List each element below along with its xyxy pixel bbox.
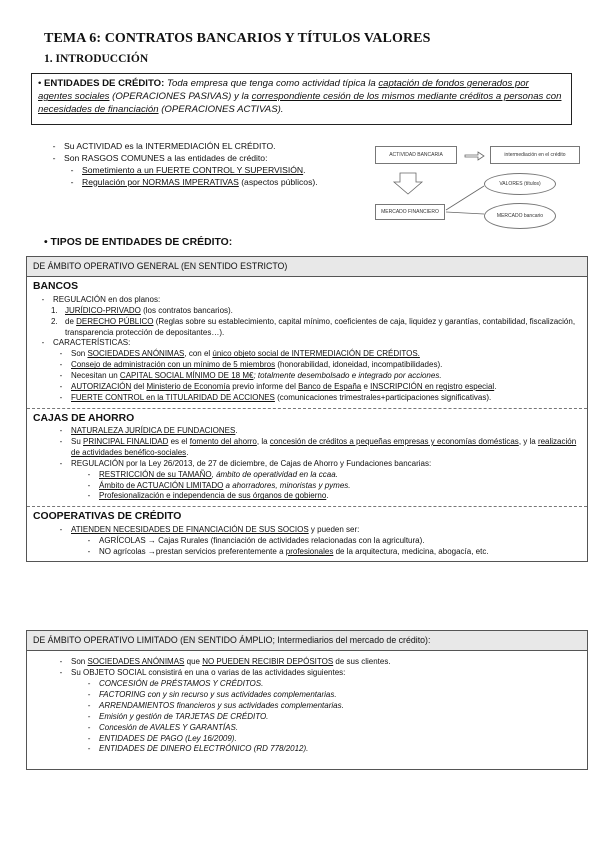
list-item: 1. JURÍDICO-PRIVADO (los contratos bancarios). <box>51 305 233 315</box>
list-item: - Consejo de administración con un mínimo de 5 miembros (honorabilidad, idoneidad, incompatibilidades). <box>59 360 443 370</box>
intro-list <box>44 141 374 188</box>
list-item: - Emisión y gestión de TARJETAS DE CRÉDITO. <box>87 711 269 721</box>
section-title: CAJAS DE AHORRO <box>33 412 135 424</box>
section-cajas <box>27 408 587 507</box>
list-item: - Son SOCIEDADES ANÓNIMAS que NO PUEDEN RECIBIR DEPÓSITOS de sus clientes. <box>59 657 391 667</box>
types-heading: • TIPOS DE ENTIDADES DE CRÉDITO: <box>44 237 233 248</box>
list-item: - Su OBJETO SOCIAL consistirá en una o varias de las actividades siguientes: <box>59 668 346 678</box>
definition-underline-1: captación de fondos generados por agentes sociales <box>38 78 529 103</box>
definition-text-2: (OPERACIONES PASIVAS) y la <box>109 91 252 103</box>
diagram-arrows <box>370 140 585 235</box>
list-item: - Son RASGOS COMUNES a las entidades de crédito: <box>52 152 268 163</box>
definition-underline-2: correspondiente cesión de los mismos mediante créditos a personas con necesidades de financiación <box>38 91 562 116</box>
list-item: - ARRENDAMIENTOS financieros y sus actividades complementarias. <box>87 700 344 710</box>
list-item: - REGULACIÓN en dos planos: <box>41 294 161 304</box>
section-heading-introduccion: 1. INTRODUCCIÓN <box>44 53 149 65</box>
down-arrow-icon <box>394 173 422 194</box>
section-cooperativas <box>27 506 587 561</box>
list-item: - RESTRICCIÓN de su TAMAÑO, ámbito de operatividad en la ccaa. <box>87 469 338 479</box>
connector-line <box>446 212 484 214</box>
list-item: - Son SOCIEDADES ANÓNIMAS, con el único objeto social de INTERMEDIACIÓN DE CRÉDITOS. <box>59 349 420 359</box>
section-bancos <box>27 277 587 407</box>
list-item: - NO agrícolas →prestan servicios preferentemente a profesionales de la arquitectura, medicina, abogacía, etc. <box>87 546 489 556</box>
connector-line <box>446 186 484 210</box>
diagram-box-actividad: ACTIVIDAD BANCARIA <box>375 146 457 164</box>
page-title: TEMA 6: CONTRATOS BANCARIOS Y TÍTULOS VALORES <box>44 31 431 46</box>
list-item: - Sometimiento a un FUERTE CONTROL Y SUPERVISIÓN. <box>70 164 306 175</box>
list-item: - ENTIDADES DE PAGO (Ley 16/2009). <box>87 733 237 743</box>
list-item: - NATURALEZA JURÍDICA DE FUNDACIONES. <box>59 426 238 436</box>
diagram-oval-valores: VALORES (títulos) <box>484 173 556 195</box>
table-general-header: DE ÁMBITO OPERATIVO GENERAL (EN SENTIDO ESTRICTO) <box>27 257 587 277</box>
list-item: - FACTORING con y sin recurso y sus actividades complementarias. <box>87 690 337 700</box>
definition-bullet: • <box>38 78 45 89</box>
list-item: - Regulación por NORMAS IMPERATIVAS (aspectos públicos). <box>70 176 318 187</box>
diagram-oval-mercado-bancario: MERCADO bancario <box>484 203 556 229</box>
list-item: - REGULACIÓN por la Ley 26/2013, de 27 de diciembre, de Cajas de Ahorro y Fundaciones bancarias: <box>59 458 432 468</box>
list-item: - ENTIDADES DE DINERO ELECTRÓNICO (RD 778/2012). <box>87 744 309 754</box>
list-item: - Su ACTIVIDAD es la INTERMEDIACIÓN EL CRÉDITO. <box>52 141 276 151</box>
list-item: - Profesionalización e independencia de sus órganos de gobierno. <box>87 491 329 501</box>
list-item: - FUERTE CONTROL en la TITULARIDAD DE ACCIONES (comunicaciones trimestrales+participaciones significativas). <box>59 392 492 402</box>
list-item: - CONCESIÓN de PRÉSTAMOS Y CRÉDITOS. <box>87 679 264 689</box>
list-item: 2. de DERECHO PÚBLICO (Reglas sobre su establecimiento, capital mínimo, coeficientes de caja, liquidez y garantías, contabilidad, fiscalización, transparencia protección de depositantes…). <box>51 316 576 337</box>
list-item: - AUTORIZACIÓN del Ministerio de Economía previo informe del Banco de España e INSCRIPCIÓN en registro especial. <box>59 381 497 391</box>
section-title: COOPERATIVAS DE CRÉDITO <box>33 511 182 523</box>
list-item: - AGRÍCOLAS → Cajas Rurales (financiación de actividades relacionadas con la agricultura). <box>87 535 425 545</box>
list-item: - CARACTERÍSTICAS: <box>41 338 131 348</box>
table-limitado <box>26 630 588 770</box>
list-item: - Necesitan un CAPITAL SOCIAL MÍNIMO DE 18 M€; totalmente desembolsado e integrado por acciones. <box>59 371 442 381</box>
section-title: BANCOS <box>33 281 79 293</box>
list-item: - Ámbito de ACTUACIÓN LIMITADO a ahorradores, minoristas y pymes. <box>87 480 351 490</box>
diagram-box-mercado-financiero: MERCADO FINANCIERO <box>375 204 445 220</box>
definition-label: ENTIDADES DE CRÉDITO: <box>44 78 165 89</box>
list-item: - ATIENDEN NECESIDADES DE FINANCIACIÓN DE SUS SOCIOS y pueden ser: <box>59 524 360 534</box>
right-arrow-icon <box>465 152 484 160</box>
table-general <box>26 256 588 562</box>
list-item: - Su PRINCIPAL FINALIDAD es el fomento del ahorro, la concesión de créditos a pequeñas empresas y economías domésticas, y la realización de actividades benéfico-sociales. <box>59 437 577 457</box>
definition-text-1: Toda empresa que tenga como actividad típica la <box>167 78 379 89</box>
definition-text-3: (OPERACIONES ACTIVAS). <box>158 104 284 116</box>
definition-box <box>31 73 572 125</box>
list-item: - Concesión de AVALES Y GARANTÍAS. <box>87 722 239 732</box>
table-limitado-header: DE ÁMBITO OPERATIVO LIMITADO (EN SENTIDO ÁMPLIO; Intermediarios del mercado de crédito): <box>27 631 587 651</box>
section-limitado <box>27 651 587 769</box>
diagram-box-intermediacion: intermediación en el crédito <box>490 146 580 164</box>
